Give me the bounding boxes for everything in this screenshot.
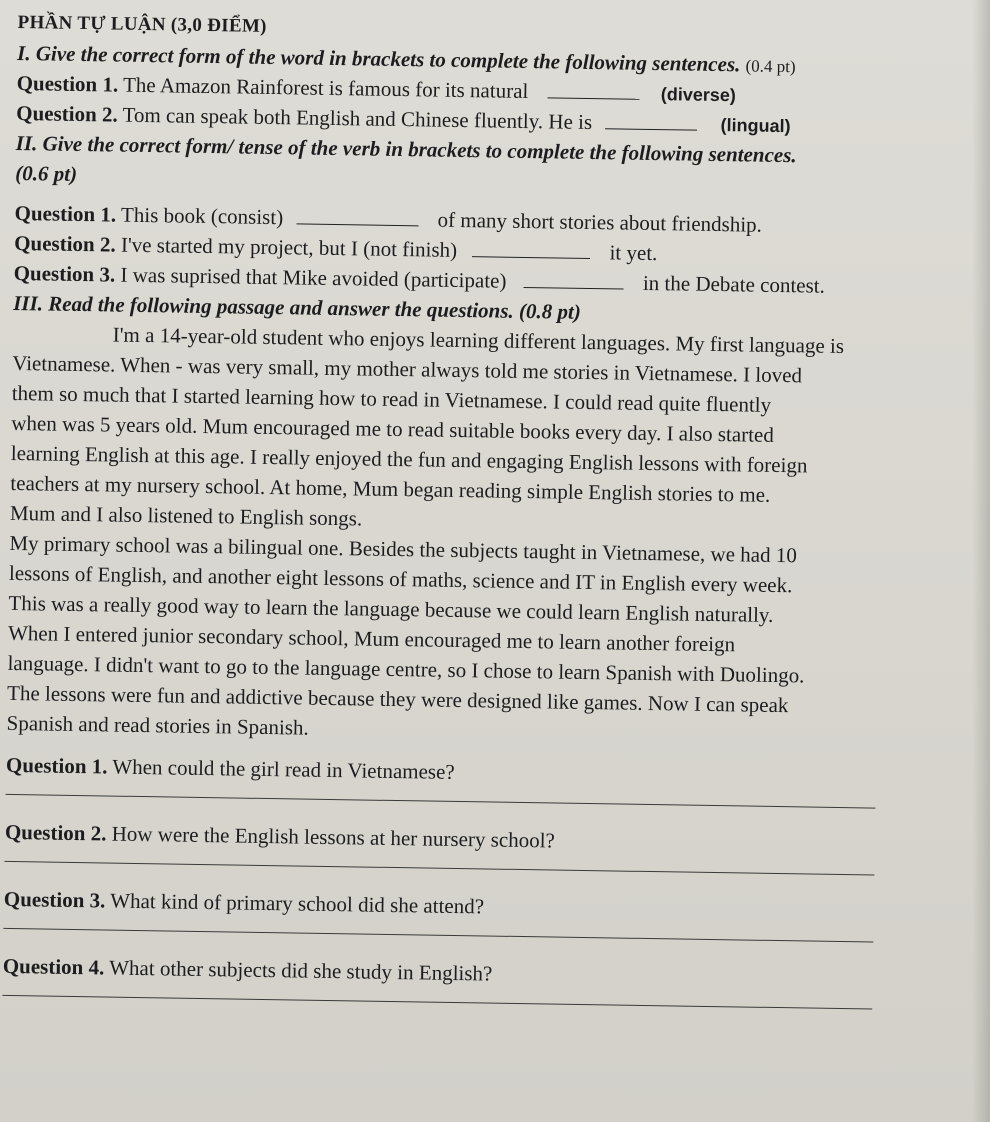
question-label: Question 1. — [5, 752, 108, 779]
question-text: When could the girl read in Vietnamese? — [112, 754, 455, 784]
question-label: Question 2. — [16, 100, 118, 127]
section-heading: PHẦN TỰ LUẬN (3,0 ĐIỂM) — [17, 11, 267, 37]
question-text: The Amazon Rainforest is famous for its natural — [122, 72, 529, 104]
part3-question-2 — [5, 817, 957, 862]
passage-line: teachers at my nursery school. At home, Mum began reading simple English stories to me. — [10, 470, 771, 507]
page-edge-shadow — [972, 0, 990, 1122]
question-text: Tom can speak both English and Chinese fluently. He is — [122, 102, 593, 135]
answer-line[interactable] — [2, 995, 872, 1010]
part3-question-3 — [4, 884, 956, 929]
answer-line[interactable] — [3, 928, 873, 943]
question-text-after: of many short stories about friendship. — [437, 207, 763, 237]
passage-line: When I entered junior secondary school, Mum encouraged me to learn another foreign — [7, 620, 736, 657]
reading-passage — [6, 318, 964, 753]
part2-points: (0.6 pt) — [15, 160, 78, 186]
question-label: Question 1. — [16, 70, 119, 97]
answer-line[interactable] — [4, 861, 874, 876]
passage-line: learning English at this age. I really enjoyed the fun and engaging English lessons with foreign — [10, 440, 808, 478]
passage-line: lessons of English, and another eight lessons of maths, science and IT in English every week. — [8, 560, 793, 598]
passage-line: Vietnamese. When - was very small, my mother always told me stories in Vietnamese. I loved — [12, 350, 803, 388]
question-label: Question 3. — [13, 260, 116, 287]
question-text: What kind of primary school did she attend? — [110, 888, 485, 919]
part3-question-4 — [3, 951, 955, 996]
part1-points: (0.4 pt) — [745, 56, 796, 77]
answer-blank[interactable] — [605, 112, 697, 130]
question-text-before: I've started my project, but I (not finish) — [120, 232, 458, 262]
passage-line: The lessons were fun and addictive because they were designed like games. Now I can speak — [6, 680, 789, 718]
question-text-before: I was suprised that Mike avoided (participate) — [120, 262, 507, 293]
question-label: Question 4. — [2, 953, 105, 980]
question-text: What other subjects did she study in English? — [109, 955, 493, 986]
passage-line: language. I didn't want to go to the language centre, so I chose to learn Spanish with Duolingo. — [7, 650, 805, 688]
question-text-after: in the Debate contest. — [642, 270, 826, 298]
passage-line: This was a really good way to learn the language because we could learn English naturally. — [8, 590, 774, 627]
question-label: Question 1. — [14, 200, 117, 227]
question-text-before: This book (consist) — [120, 202, 284, 230]
word-hint: (diverse) — [660, 84, 737, 106]
worksheet-content — [2, 0, 970, 1033]
answer-line[interactable] — [6, 794, 876, 809]
answer-blank[interactable] — [296, 207, 418, 226]
question-text-after: it yet. — [609, 240, 658, 266]
passage-line: Mum and I also listened to English songs. — [9, 500, 363, 531]
question-label: Question 3. — [3, 886, 106, 913]
answer-blank[interactable] — [472, 240, 590, 259]
answer-blank[interactable] — [524, 271, 624, 290]
part3-instruction: III. Read the following passage and answer the questions. (0.8 pt) — [13, 290, 582, 324]
part1-instruction: I. Give the correct form of the word in brackets to complete the following sentences. — [16, 40, 741, 77]
passage-line: when was 5 years old. Mum encouraged me to read suitable books every day. I also started — [11, 410, 775, 447]
answer-blank[interactable] — [547, 81, 639, 99]
question-label: Question 2. — [4, 819, 107, 846]
passage-line: I'm a 14-year-old student who enjoys learning different languages. My first language is — [112, 322, 845, 359]
passage-line: My primary school was a bilingual one. Besides the subjects taught in Vietnamese, we had 10 — [9, 530, 798, 568]
word-hint: (lingual) — [720, 115, 791, 137]
passage-line: Spanish and read stories in Spanish. — [6, 710, 309, 740]
question-label: Question 2. — [13, 230, 116, 257]
question-text: How were the English lessons at her nursery school? — [111, 821, 556, 853]
passage-line: them so much that I started learning how to read in Vietnamese. I could read quite fluently — [11, 380, 772, 417]
part2-instruction: II. Give the correct form/ tense of the verb in brackets to complete the following sentences. — [15, 130, 797, 168]
part3-question-1 — [6, 750, 958, 795]
